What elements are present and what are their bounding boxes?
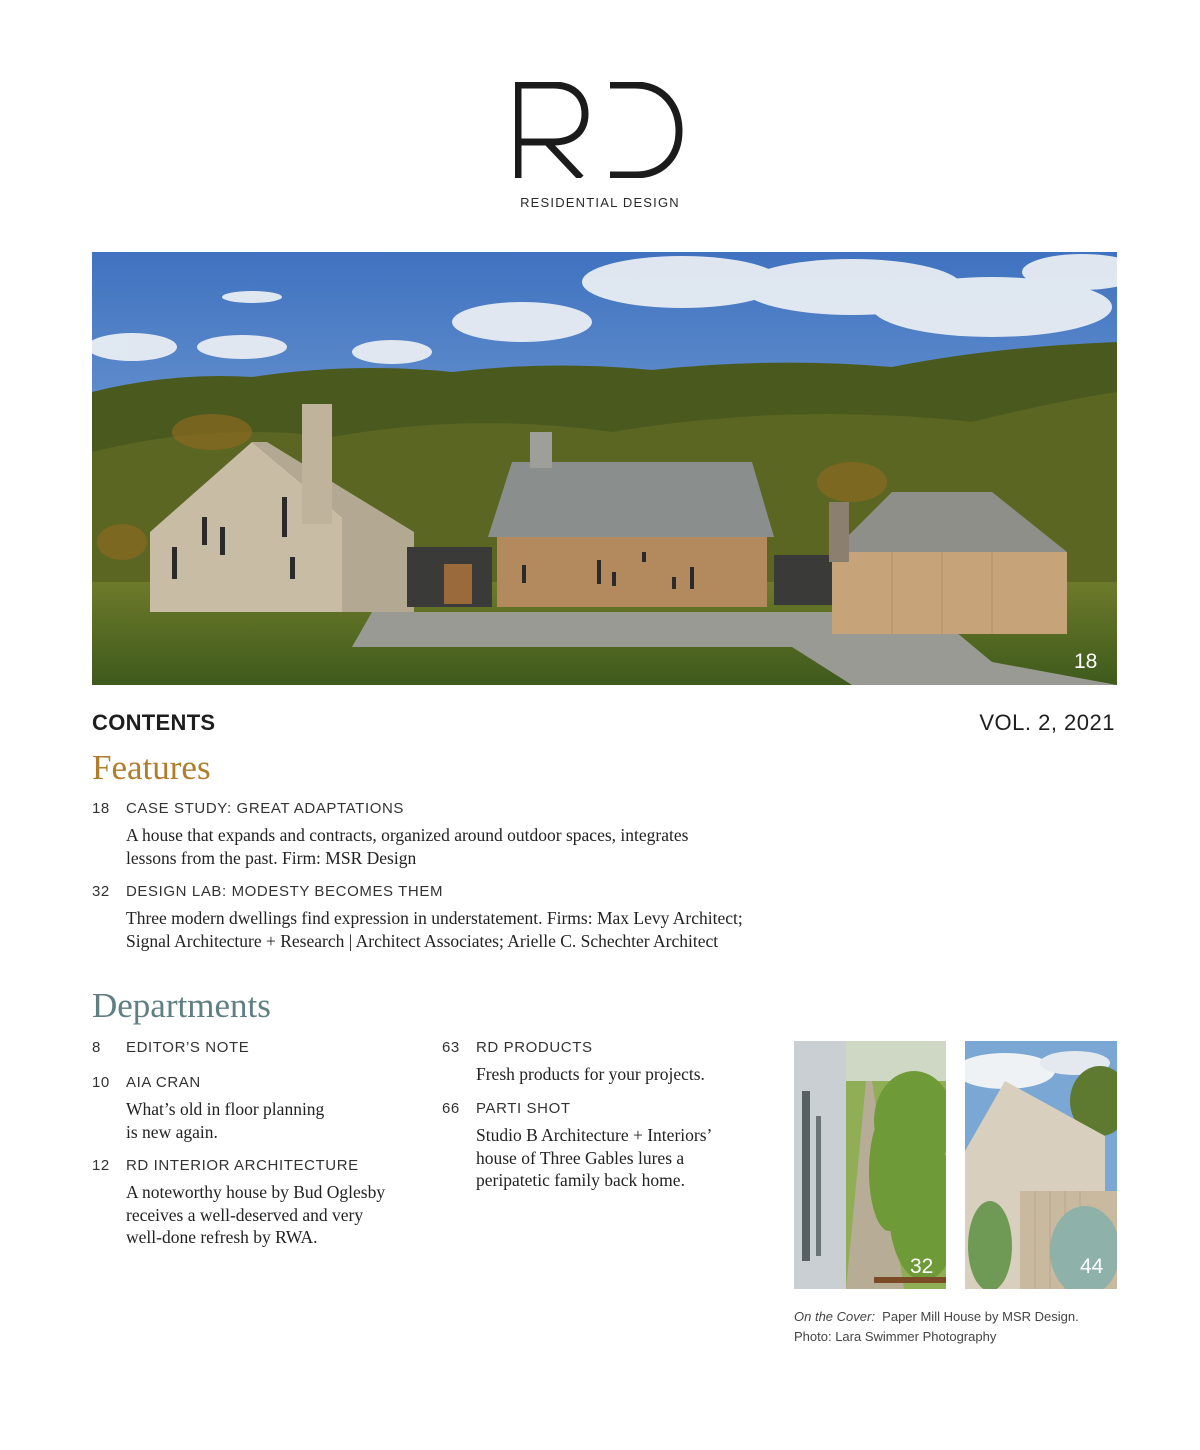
department-entry[interactable] [442,1039,762,1089]
caption-text: Paper Mill House by MSR Design. [882,1309,1079,1324]
entry-title: DESIGN LAB: MODESTY BECOMES THEM [126,883,444,900]
entry-title: EDITOR’S NOTE [126,1039,250,1056]
cover-caption [794,1307,1079,1346]
entry-page-number: 18 [92,800,110,817]
rd-logo [515,82,683,178]
entry-description: A noteworthy house by Bud Oglesby receives a well-deserved and very well-done refresh by RWA. [126,1182,386,1247]
entry-page-number: 8 [92,1039,101,1056]
entry-description: A house that expands and contracts, organized around outdoor spaces, integrates lessons from the past. Firm: MSR Design [126,825,689,868]
entry-description: Fresh products for your projects. [476,1064,705,1084]
entry-page-number: 66 [442,1100,460,1117]
hero-photo [92,252,1117,685]
department-entry[interactable] [92,1157,422,1252]
thumbnail-page-number: 32 [910,1255,934,1278]
entry-description: What’s old in floor planning is new again. [126,1099,325,1142]
caption-lead: On the Cover: [794,1309,875,1324]
feature-entry[interactable] [92,800,792,870]
entry-page-number: 12 [92,1157,110,1174]
departments-heading: Departments [92,986,271,1025]
entry-title: RD PRODUCTS [476,1039,593,1056]
thumbnail-wood-wall[interactable] [965,1041,1117,1289]
entry-page-number: 63 [442,1039,460,1056]
caption-credit: Photo: Lara Swimmer Photography [794,1328,997,1344]
masthead-subtitle: RESIDENTIAL DESIGN [520,195,680,210]
entry-page-number: 10 [92,1074,110,1091]
volume-label: VOL. 2, 2021 [979,710,1115,735]
features-heading: Features [92,748,211,787]
thumbnail-page-number: 44 [1080,1255,1104,1278]
entry-title: PARTI SHOT [476,1100,571,1117]
feature-entry[interactable] [92,883,792,953]
entry-title: CASE STUDY: GREAT ADAPTATIONS [126,800,405,817]
entry-title: AIA CRAN [126,1074,201,1091]
department-entry[interactable] [442,1100,762,1195]
contents-label: CONTENTS [92,710,216,735]
hero-page-number: 18 [1074,650,1098,673]
entry-title: RD INTERIOR ARCHITECTURE [126,1157,359,1174]
entry-description: Three modern dwellings find expression in understatement. Firms: Max Levy Architect; Signal Architecture + Research | Architect Associates; Arielle C. Schechter Architect [126,908,743,951]
entry-description: Studio B Architecture + Interiors’ house of Three Gables lures a peripatetic family back home. [476,1125,713,1190]
entry-page-number: 32 [92,883,110,900]
thumbnail-garden-path[interactable] [794,1041,946,1289]
department-entry[interactable] [92,1074,412,1144]
department-entry[interactable] [92,1039,412,1059]
